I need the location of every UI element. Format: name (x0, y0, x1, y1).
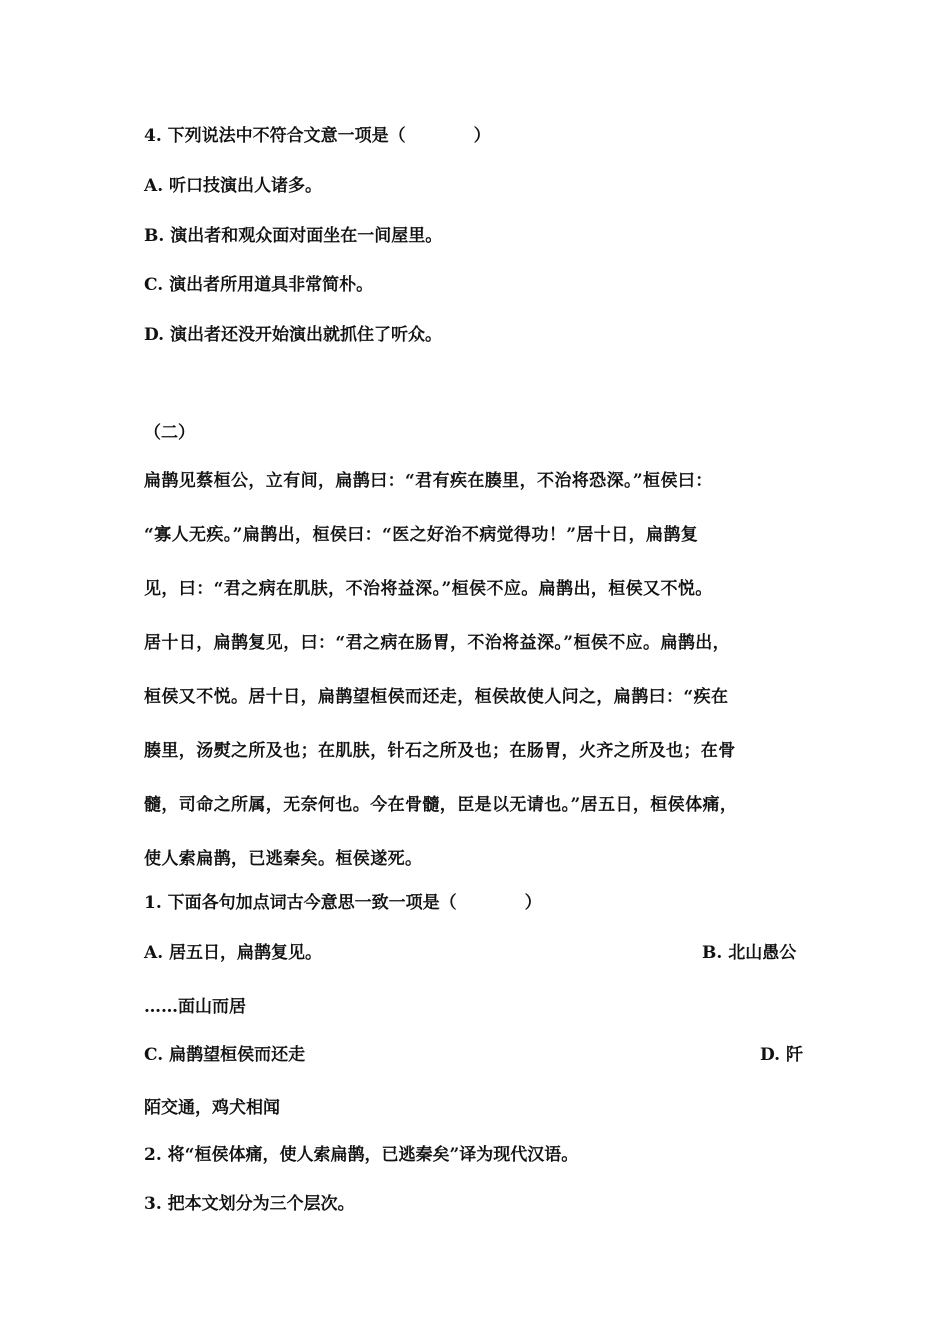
question-1-prompt: 1. 下面各句加点词古今意思一致一项是（ ） (144, 893, 542, 913)
question-4-option-a: A. 听口技演出人诸多。 (144, 176, 323, 196)
question-1-option-a: A. 居五日，扁鹊复见。 (144, 943, 323, 963)
passage-line: 使人索扁鹊，已逃秦矣。桓侯遂死。 (144, 849, 423, 869)
question-2: 2. 将“桓侯体痛，使人索扁鹊，已逃秦矣”译为现代汉语。 (144, 1145, 579, 1165)
question-1-option-b-continued: ……面山而居 (144, 997, 246, 1017)
passage-line: 见，曰：“君之病在肌肤，不治将益深。”桓侯不应。扁鹊出，桓侯又不悦。 (144, 579, 713, 599)
question-1-option-d: D. 阡 (760, 1045, 803, 1065)
passage-line: 桓侯又不悦。居十日，扁鹊望桓侯而还走，桓侯故使人问之，扁鹊曰：“疾在 (144, 687, 729, 707)
question-1-option-d-continued: 陌交通，鸡犬相闻 (144, 1098, 280, 1118)
passage-line: 髓，司命之所属，无奈何也。今在骨髓，臣是以无请也。”居五日，桓侯体痛， (144, 795, 738, 815)
section-two-heading: （二） (144, 423, 195, 443)
passage-line: 扁鹊见蔡桓公，立有间，扁鹊曰：“君有疾在腠里，不治将恐深。”桓侯曰： (144, 471, 713, 491)
question-3: 3. 把本文划分为三个层次。 (144, 1194, 355, 1214)
question-4-prompt: 4. 下列说法中不符合文意一项是（ ） (144, 126, 491, 146)
passage-line: “寡人无疾。”扁鹊出，桓侯曰：“医之好治不病觉得功！”居十日，扁鹊复 (144, 525, 699, 545)
question-4-option-c: C. 演出者所用道具非常简朴。 (144, 275, 374, 295)
question-4-option-b: B. 演出者和观众面对面坐在一间屋里。 (144, 226, 443, 246)
question-1-option-b: B. 北山愚公 (702, 943, 797, 963)
question-1-option-c: C. 扁鹊望桓侯而还走 (144, 1045, 306, 1065)
question-4-option-d: D. 演出者还没开始演出就抓住了听众。 (144, 325, 442, 345)
passage-line: 居十日，扁鹊复见，曰：“君之病在肠胃，不治将益深。”桓侯不应。扁鹊出， (144, 633, 731, 653)
passage-line: 腠里，汤熨之所及也；在肌肤，针石之所及也；在肠胃，火齐之所及也；在骨 (144, 741, 736, 761)
